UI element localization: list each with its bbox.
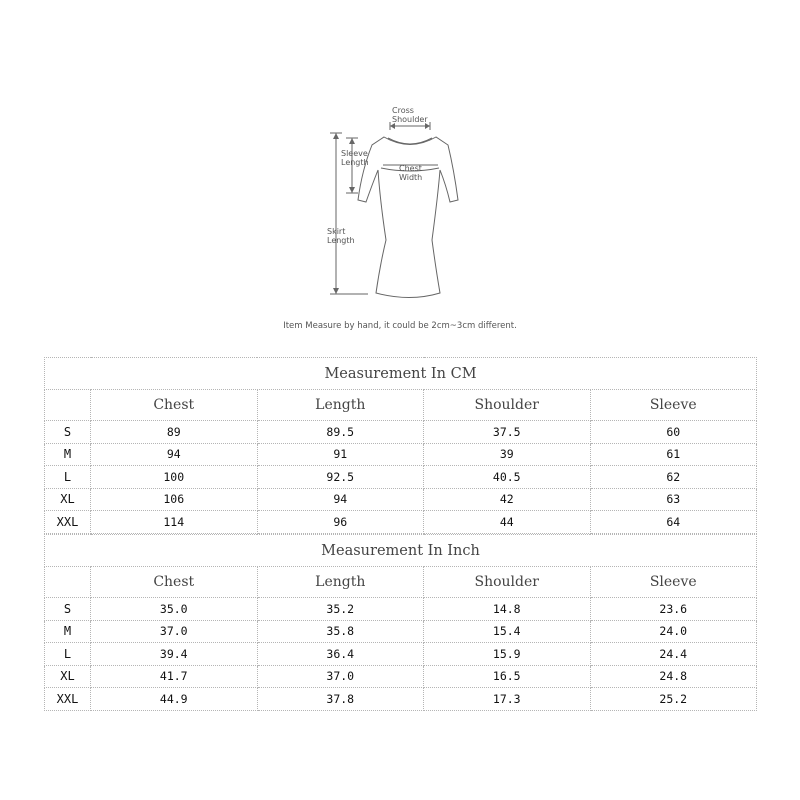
size-cell: M [45,620,91,643]
dress-measurement-diagram [0,0,800,330]
table-row [45,421,757,444]
sleeve-cell: 60 [590,421,757,444]
header-shoulder: Shoulder [424,567,591,598]
table-row [45,665,757,688]
shoulder-cell: 44 [424,511,591,534]
size-cell: S [45,421,91,444]
length-cell: 35.2 [257,598,424,621]
table-title-cm: Measurement In CM [45,358,757,390]
length-cell: 91 [257,443,424,466]
dress-outline [358,137,458,298]
sleeve-cell: 61 [590,443,757,466]
shoulder-cell: 14.8 [424,598,591,621]
chest-cell: 41.7 [91,665,258,688]
size-cell: L [45,643,91,666]
size-cell: S [45,598,91,621]
shoulder-cell: 15.4 [424,620,591,643]
chest-cell: 44.9 [91,688,258,711]
shoulder-cell: 39 [424,443,591,466]
sleeve-cell: 24.4 [590,643,757,666]
chest-cell: 35.0 [91,598,258,621]
length-cell: 37.0 [257,665,424,688]
table-row [45,466,757,489]
chest-width-label-2: Width [399,173,423,182]
size-cell: XXL [45,511,91,534]
cross-shoulder-label-2: Shoulder [392,115,428,124]
size-cell: XXL [45,688,91,711]
size-cell: XL [45,488,91,511]
table-row [45,643,757,666]
shoulder-cell: 15.9 [424,643,591,666]
header-row [45,390,757,421]
sleeve-cell: 23.6 [590,598,757,621]
header-chest: Chest [91,567,258,598]
table-row [45,620,757,643]
header-cell-size [45,567,91,598]
chest-cell: 114 [91,511,258,534]
shoulder-cell: 42 [424,488,591,511]
skirt-length-label-2: Length [327,236,355,245]
header-cell-size [45,390,91,421]
measure-note: Item Measure by hand, it could be 2cm~3cm different. [283,321,517,331]
length-cell: 92.5 [257,466,424,489]
table-row [45,443,757,466]
shoulder-cell: 37.5 [424,421,591,444]
table-title-inch: Measurement In Inch [45,535,757,567]
sleeve-cell: 24.8 [590,665,757,688]
chest-width-label-1: Chest [399,164,422,173]
size-cell: L [45,466,91,489]
length-cell: 89.5 [257,421,424,444]
shoulder-cell: 40.5 [424,466,591,489]
sleeve-cell: 62 [590,466,757,489]
size-table-cm [44,357,757,534]
cross-shoulder-label-1: Cross [392,106,414,115]
neckline [388,138,432,144]
size-cell: M [45,443,91,466]
header-chest: Chest [91,390,258,421]
header-sleeve: Sleeve [590,390,757,421]
chest-cell: 39.4 [91,643,258,666]
chest-cell: 89 [91,421,258,444]
length-cell: 96 [257,511,424,534]
length-cell: 35.8 [257,620,424,643]
sleeve-cell: 63 [590,488,757,511]
header-row [45,567,757,598]
sleeve-cell: 64 [590,511,757,534]
sleeve-length-label-2: Length [341,158,369,167]
skirt-length-label-1: Skirt [327,227,346,236]
size-cell: XL [45,665,91,688]
header-length: Length [257,567,424,598]
table-row [45,488,757,511]
header-sleeve: Sleeve [590,567,757,598]
table-row [45,598,757,621]
length-cell: 36.4 [257,643,424,666]
shoulder-cell: 17.3 [424,688,591,711]
sleeve-cell: 24.0 [590,620,757,643]
size-table-inch [44,534,757,711]
chest-cell: 106 [91,488,258,511]
table-row [45,511,757,534]
chest-cell: 94 [91,443,258,466]
sleeve-cell: 25.2 [590,688,757,711]
chest-cell: 100 [91,466,258,489]
shoulder-cell: 16.5 [424,665,591,688]
chest-cell: 37.0 [91,620,258,643]
length-cell: 94 [257,488,424,511]
table-row [45,688,757,711]
header-shoulder: Shoulder [424,390,591,421]
header-length: Length [257,390,424,421]
length-cell: 37.8 [257,688,424,711]
sleeve-length-label-1: Sleeve [341,149,368,158]
